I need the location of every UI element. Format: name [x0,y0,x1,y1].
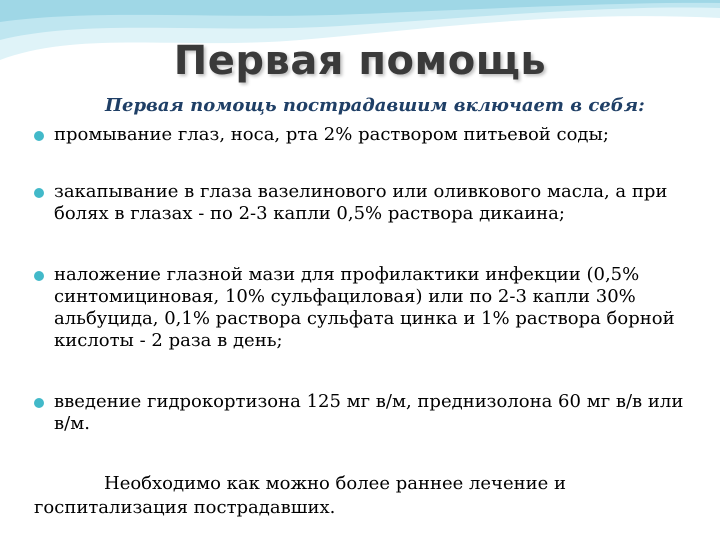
list-item [34,124,694,146]
bullet-dot-icon [34,188,44,198]
list-item-text: наложение глазной мази для профилактики инфекции (0,5% синтомициновая, 10% сульфациловая) или по 2-3 капли 30% альбуцида, 0,1% раствора сульфата цинка и 1% раствора борной кислоты - 2 раза в день; [54,264,675,351]
list-item-text: введение гидрокортизона 125 мг в/м, преднизолона 60 мг в/в или в/м. [54,391,684,434]
list-item-text: промывание глаз, носа, рта 2% раствором питьевой соды; [54,124,609,145]
bullet-dot-icon [34,271,44,281]
closing-note: Необходимо как можно более раннее лечение и госпитализация пострадавших. [34,473,566,518]
list-item-text: закапывание в глаза вазелинового или оливкового масла, а при болях в глазах - по 2-3 капли 0,5% раствора дикаина; [54,181,668,224]
list-item [34,264,694,352]
list-item [34,391,694,435]
subtitle: Первая помощь пострадавшим включает в себя: [105,95,645,116]
list-item [34,181,694,225]
bullet-dot-icon [34,131,44,141]
page-title: Первая помощь [173,38,547,84]
bullet-dot-icon [34,398,44,408]
